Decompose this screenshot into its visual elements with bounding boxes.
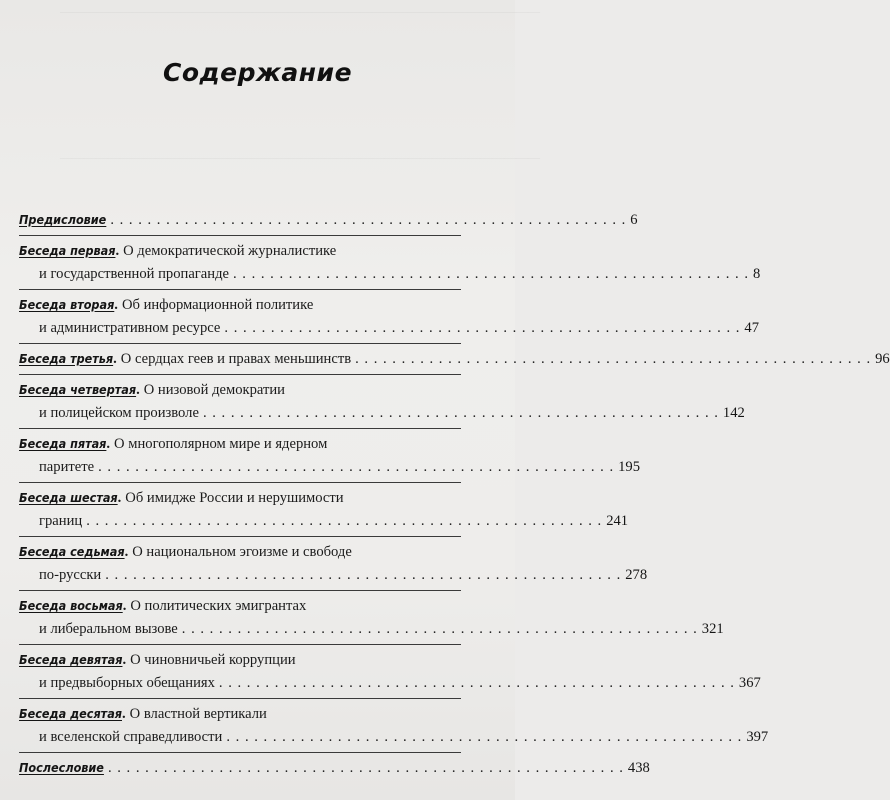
toc-line: [19, 293, 461, 317]
toc-conversation-label: Беседа восьмая: [19, 598, 123, 613]
toc-entry-title: О низовой демократии: [143, 382, 285, 398]
toc-line: [19, 510, 629, 533]
dot-leader: . . . . . . . . . . . . . . . . . . . . . . . . . . . . . . . . . . . . . . . . . . . . . . . . . . . . . . . .: [98, 459, 615, 475]
toc-entry[interactable]: [19, 486, 629, 533]
toc-line: [19, 540, 461, 564]
toc-entry-title: и вселенской справедливости: [39, 729, 223, 745]
toc-entry-title: О сердцах геев и правах меньшинств: [120, 351, 352, 367]
toc-entry-title: О властной вертикали: [129, 706, 267, 722]
toc-entry-title: и предвыборных обещаниях: [39, 675, 215, 691]
entry-divider: [19, 428, 461, 429]
toc-entry[interactable]: [19, 594, 724, 641]
toc-page-number: 438: [627, 760, 650, 776]
toc-line: [19, 317, 759, 340]
toc-conversation-label: Беседа третья: [19, 351, 114, 366]
toc-entry[interactable]: [19, 347, 890, 371]
dot-leader: . . . . . . . . . . . . . . . . . . . . . . . . . . . . . . . . . . . . . . . . . . . . . . . . . . . . . . . .: [202, 405, 719, 421]
entry-divider: [19, 235, 461, 236]
toc-conversation-label: Беседа вторая: [19, 297, 115, 312]
toc-line: [19, 456, 640, 479]
dot-leader: . . . . . . . . . . . . . . . . . . . . . . . . . . . . . . . . . . . . . . . . . . . . . . . . . . . . . . . .: [218, 675, 735, 691]
label-period: .: [117, 490, 122, 506]
toc-page-number: 321: [701, 621, 724, 637]
toc-entry-title: О политических эмигрантах: [130, 598, 307, 614]
toc-conversation-label: Беседа десятая: [19, 706, 122, 721]
entry-divider: [19, 698, 461, 699]
toc-conversation-label: Беседа пятая: [19, 436, 107, 451]
toc-line: [19, 239, 461, 263]
toc-page-number: 96: [875, 351, 890, 367]
label-period: .: [124, 544, 129, 560]
dot-leader: . . . . . . . . . . . . . . . . . . . . . . . . . . . . . . . . . . . . . . . . . . . . . . . . . . . . . . . .: [107, 760, 624, 776]
toc-entry[interactable]: [19, 702, 769, 749]
toc-entry-title: О чиновничьей коррупции: [130, 652, 296, 668]
dot-leader: . . . . . . . . . . . . . . . . . . . . . . . . . . . . . . . . . . . . . . . . . . . . . . . . . . . . . . . .: [105, 567, 622, 583]
entry-divider: [19, 482, 461, 483]
entry-divider: [19, 289, 461, 290]
toc-entry[interactable]: [19, 540, 648, 587]
toc-line: [19, 347, 890, 371]
label-period: .: [115, 243, 120, 259]
toc-entry[interactable]: [19, 378, 745, 425]
toc-entry[interactable]: [19, 239, 761, 286]
toc-entry-title: по-русски: [39, 567, 102, 583]
toc-page-number: 397: [746, 729, 769, 745]
dot-leader: . . . . . . . . . . . . . . . . . . . . . . . . . . . . . . . . . . . . . . . . . . . . . . . . . . . . . . . .: [232, 266, 749, 282]
dot-leader: . . . . . . . . . . . . . . . . . . . . . . . . . . . . . . . . . . . . . . . . . . . . . . . . . . . . . . . .: [110, 212, 627, 228]
toc-conversation-label: Беседа седьмая: [19, 544, 125, 559]
toc-line: [19, 672, 761, 695]
entry-divider: [19, 536, 461, 537]
toc-line: [19, 378, 461, 402]
toc-page-number: 367: [738, 675, 761, 691]
bleed-through-text: ————————————————————————————————————————: [60, 150, 540, 164]
toc-conversation-label: Беседа четвертая: [19, 382, 137, 397]
toc-page-number: 278: [625, 567, 648, 583]
toc-line: [19, 564, 648, 587]
toc-line: [19, 432, 461, 456]
toc-page-number: 8: [752, 266, 761, 282]
toc-entry[interactable]: [19, 432, 640, 479]
toc-line: [19, 726, 769, 749]
toc-line: [19, 756, 650, 780]
label-period: .: [106, 436, 111, 452]
toc-entry-title: О многополярном мире и ядерном: [114, 436, 328, 452]
toc-conversation-label: Беседа девятая: [19, 652, 123, 667]
toc-line: [19, 208, 638, 232]
toc-page-number: 47: [744, 320, 759, 336]
entry-divider: [19, 374, 461, 375]
entry-divider: [19, 343, 461, 344]
toc-entry-title: и либеральном вызове: [39, 621, 178, 637]
toc-page-number: 142: [722, 405, 745, 421]
toc-conversation-label: Беседа первая: [19, 243, 116, 258]
toc-section-label: Послесловие: [19, 760, 104, 775]
toc-entry[interactable]: [19, 293, 759, 340]
toc-entry-title: границ: [39, 513, 83, 529]
label-period: .: [122, 652, 127, 668]
entry-divider: [19, 752, 461, 753]
label-period: .: [122, 598, 127, 614]
dot-leader: . . . . . . . . . . . . . . . . . . . . . . . . . . . . . . . . . . . . . . . . . . . . . . . . . . . . . . . .: [224, 320, 741, 336]
toc-page-number: 6: [630, 212, 638, 228]
dot-leader: . . . . . . . . . . . . . . . . . . . . . . . . . . . . . . . . . . . . . . . . . . . . . . . . . . . . . . . .: [86, 513, 603, 529]
toc-conversation-label: Беседа шестая: [19, 490, 118, 505]
toc-line: [19, 702, 461, 726]
label-period: .: [122, 706, 126, 722]
dot-leader: . . . . . . . . . . . . . . . . . . . . . . . . . . . . . . . . . . . . . . . . . . . . . . . . . . . . . . . .: [181, 621, 698, 637]
toc-entry-title: Об информационной политике: [121, 297, 314, 313]
toc-entry[interactable]: [19, 648, 761, 695]
toc-line: [19, 486, 461, 510]
dot-leader: . . . . . . . . . . . . . . . . . . . . . . . . . . . . . . . . . . . . . . . . . . . . . . . . . . . . . . . .: [355, 351, 872, 367]
toc-entry-title: и административном ресурсе: [39, 320, 221, 336]
toc-section-label: Предисловие: [19, 212, 107, 227]
toc-page-number: 195: [618, 459, 640, 475]
toc-entry-title: Об имидже России и нерушимости: [125, 490, 344, 506]
label-period: .: [114, 297, 118, 313]
toc-page-number: 241: [606, 513, 629, 529]
bleed-through-text: ————————————————————————————————————————: [60, 4, 540, 18]
toc-line: [19, 263, 761, 286]
page-title: Содержание: [162, 58, 353, 87]
toc-entry-title: О демократической журналистике: [123, 243, 337, 259]
label-period: .: [113, 351, 117, 367]
toc-entry[interactable]: [19, 208, 638, 232]
toc-line: [19, 402, 745, 425]
table-of-contents: [19, 208, 890, 780]
toc-entry-title: О национальном эгоизме и свободе: [132, 544, 352, 560]
toc-entry-title: и полицейском произволе: [39, 405, 199, 421]
label-period: .: [136, 382, 140, 398]
toc-entry-title: и государственной пропаганде: [39, 266, 229, 282]
dot-leader: . . . . . . . . . . . . . . . . . . . . . . . . . . . . . . . . . . . . . . . . . . . . . . . . . . . . . . . .: [226, 729, 743, 745]
toc-entry[interactable]: [19, 756, 650, 780]
toc-line: [19, 648, 461, 672]
toc-line: [19, 594, 461, 618]
toc-entry-title: паритете: [39, 459, 95, 475]
toc-line: [19, 618, 724, 641]
entry-divider: [19, 644, 461, 645]
entry-divider: [19, 590, 461, 591]
